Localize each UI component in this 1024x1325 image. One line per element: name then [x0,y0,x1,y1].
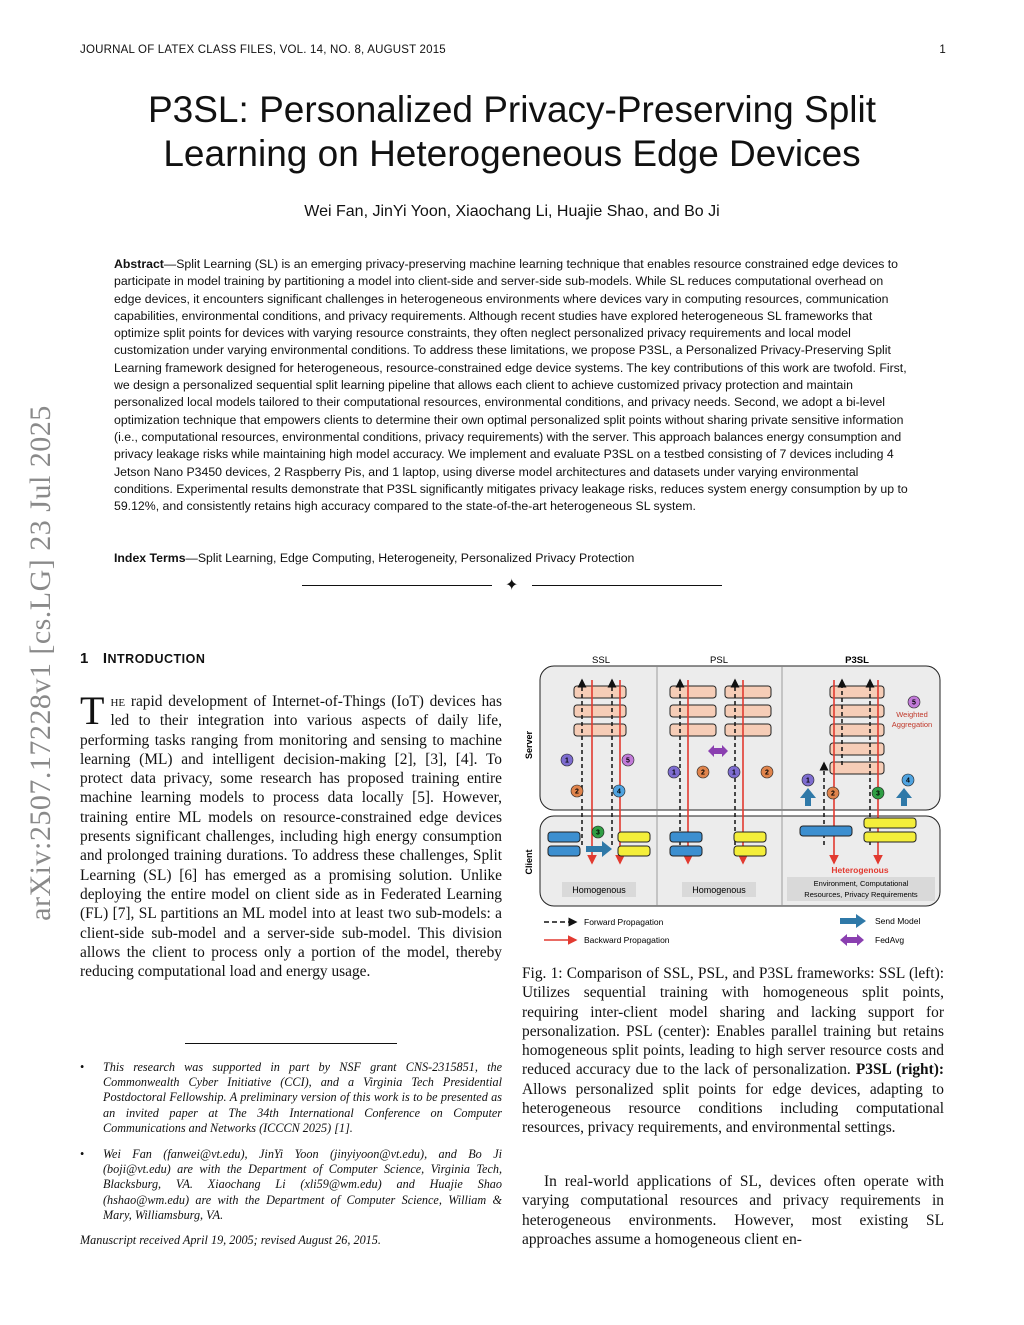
panel-title-ssl: SSL [592,655,610,666]
step-number: 1 [565,757,569,765]
step-number: 4 [617,788,621,796]
intro-text: rapid development of Internet-of-Things (IoT) devices has led to their integration into various aspects of daily life, performing tasks ranging from monitoring and sensing to machine learning (ML) and intelligent decision-making [2], [3], [4]. To protect data privacy, some research has proposed training entire machine learning models to process data locally [5]. However, training entire ML models on resource-constrained edge devices presents significant challenges, including high energy consumption and prolonged training durations. To address these challenges, Split Learning (SL) [6] has emerged as a promising solution. Unlike deploying the entire model on client side as in Federated Learning (FL) [7], SL partitions an ML model into at least two sub-models: a client-side sub-model and a server-side sub-model. This division allows the client to process only a portion of the model, thereby reducing computational load and energy usage. [80,693,502,981]
hetero-subtitle-1: Environment, Computational [813,879,909,888]
step-number: 3 [596,829,600,837]
section-divider [302,575,722,594]
hetero-subtitle-2: Resources, Privacy Requirements [804,890,918,899]
index-terms [114,551,912,565]
step-number: 2 [831,790,835,798]
legend-fedavg: FedAvg [875,935,905,945]
section-heading [80,650,205,667]
bullet-icon: • [80,1060,85,1074]
caption-suffix: Allows personalized split points for edge devices, adapting to heterogeneous resource conditions including computational resources, privacy requirements, and environmental settings. [522,1080,944,1137]
author-list: Wei Fan, JinYi Yoon, Xiaochang Li, Huajie Shao, and Bo Ji [304,203,720,220]
figure-1 [522,650,944,955]
arxiv-stamp-text: arXiv:2507.17228v1 [cs.LG] 23 Jul 2025 [24,404,57,921]
arxiv-stamp [21,380,61,945]
abstract-label: Abstract [114,257,164,271]
title-line-1: P3SL: Personalized Privacy-Preserving Split [148,89,876,130]
right-paragraph: In real-world applications of SL, devices often operate with varying computational resources and privacy requirements in heterogeneous environments. However, most existing SL approaches assume a homogeneous client en- [522,1173,944,1248]
journal-name: JOURNAL OF LATEX CLASS FILES, VOL. 14, NO. 8, AUGUST 2015 [80,44,446,56]
footnote-rule [185,1043,397,1044]
footnote-funding [80,1060,502,1136]
step-number: 5 [912,699,916,707]
hetero-title: Heterogenous [831,865,889,875]
row-label-server: Server [524,730,534,760]
row-label-client: Client [524,849,534,875]
client-label-psl: Homogenous [692,885,746,895]
intro-paragraph [80,688,502,981]
step-number: 4 [906,777,910,785]
section-title-rest: NTRODUCTION [107,652,206,666]
divider-star-icon: ✦ [505,575,519,594]
manuscript-note: Manuscript received April 19, 2005; revised August 26, 2015. [80,1233,381,1247]
divider-line-left [302,585,492,586]
step-number: 1 [806,777,810,785]
index-terms-label: Index Terms [114,551,186,565]
psl-server-model-2 [725,686,771,736]
step-number: 1 [732,769,736,777]
legend-fedavg-icon [840,934,864,946]
weighted-aggregation-label: Aggregation [891,720,933,729]
index-terms-text: —Split Learning, Edge Computing, Heterogeneity, Personalized Privacy Protection [185,551,635,565]
panel-title-p3sl: P3SL [845,655,869,666]
abstract-text: —Split Learning (SL) is an emerging privacy-preserving machine learning technique that enables resource constrained edge devices to participate in model training by partitioning a model into client-side and server-side sub-models. While SL reduces computational overhead on edge devices, it encounters significant challenges in heterogeneous environments where devices vary in computing resources, communication capabilities, environmental conditions, and privacy requirements. Although recent studies have explored heterogeneous SL frameworks that optimize split points for devices with varying resource constraints, they often neglect personalized privacy requirements and local model customization under varying environmental conditions. To address these limitations, we propose P3SL, a Personalized Privacy-Preserving Split Learning framework designed for heterogeneous, resource-constrained edge device systems. The key contributions of this work are twofold. First, we design a personalized sequential split learning pipeline that allows each client to achieve customized privacy protection and maintain personalized local models tailored to their computational resources, environmental conditions, and privacy needs. Second, we adopt a bi-level optimization technique that empowers clients to determine their own optimal personalized split points without sharing private sensitive information (i.e., computational resources, environmental conditions, privacy requirements) with the server. This approach balances energy consumption and privacy leakage risks while maintaining high model accuracy. We implement and evaluate P3SL on a testbed consisting of 7 devices including 4 Jetson Nano P3450 devices, 2 Raspberry Pis, and 1 laptop, using diverse model architectures and datasets under varying environmental conditions. Experimental results demonstrate that P3SL significantly mitigates privacy leakage risks, reduces system energy consumption by up to 59.12%, and consistently retains high accuracy compared to the state-of-the-art heterogeneous SL system. [114,257,908,514]
p3sl-client-blue [800,826,852,836]
footnote-text: This research was supported in part by NSF grant CNS-2315851, the Commonwealth Cyber Initiative (CCI), and a Virginia Tech Presidential Postdoctoral Fellowship. A preliminary version of this work is to be presented as an invited paper at The 34th International Conference on Computer Communications and Networks (ICCCN 2025) [1]. [103,1060,502,1135]
weighted-aggregation-label: Weighted [896,710,928,719]
legend-send: Send Model [875,916,921,926]
running-header [80,44,946,62]
caption-bold: P3SL (right): [855,1061,944,1079]
bullet-icon: • [80,1147,85,1162]
divider-line-right [532,585,722,586]
page-number: 1 [939,44,946,56]
footnotes [80,1060,502,1234]
title-line-2: Learning on Heterogeneous Edge Devices [163,133,861,174]
legend-backward: Backward Propagation [584,935,670,945]
section-number: 1 [80,650,89,667]
step-number: 2 [701,769,705,777]
step-number: 5 [626,757,630,765]
step-number: 1 [672,769,676,777]
step-number: 2 [575,788,579,796]
step-number: 2 [765,769,769,777]
drop-cap: T [80,688,105,733]
footnote-text: Wei Fan (fanwei@vt.edu), JinYi Yoon (jinyiyoon@vt.edu), and Bo Ji (boji@vt.edu) are with the Department of Computer Science, Virginia Tech, Blacksburg, VA. Xiaochang Li (xli59@wm.edu) and Huajie Shao (hshao@wm.edu) are with the Department of Computer Science, William & Mary, Williamsburg, VA. [103,1147,502,1222]
figure-legend [544,914,920,946]
footnote-affiliations [80,1147,502,1223]
panel-title-psl: PSL [710,655,728,666]
figure-caption [522,964,944,1138]
paper-title [80,88,944,176]
client-label-ssl: Homogenous [572,885,626,895]
step-number: 3 [876,790,880,798]
intro-smallcaps: he [110,693,126,710]
legend-forward: Forward Propagation [584,917,664,927]
caption-prefix: Fig. 1: Comparison of SSL, PSL, and P3SL frameworks: SSL (left): Utilizes sequential training with homogeneous split points, requiring inter-client model sharing and lacking support for personalization. PSL (center): Enables parallel training but retains homogeneous split points, leading to high server resource costs and reduced accuracy due to the lack of personalization. [522,965,944,1079]
section-title-initial: I [102,650,108,667]
legend-send-model-icon [840,914,866,928]
psl-server-model-1 [670,686,716,736]
abstract [114,256,912,515]
